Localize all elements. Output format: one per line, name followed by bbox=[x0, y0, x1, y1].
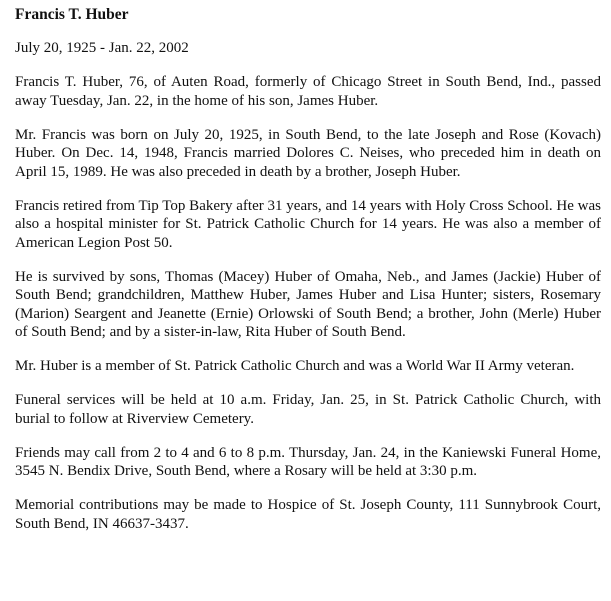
paragraph-funeral-services: Funeral services will be held at 10 a.m. Friday, Jan. 25, in St. Patrick Catholic Church, with burial to follow at Riverview Cemetery. bbox=[15, 392, 601, 427]
paragraph-career: Francis retired from Tip Top Bakery after 31 years, and 14 years with Holy Cross School. He was also a hospital minister for St. Patrick Catholic Church for 14 years. He was also a member of American Legion Post 50. bbox=[15, 197, 601, 251]
paragraph-membership: Mr. Huber is a member of St. Patrick Catholic Church and was a World War II Army veteran. bbox=[15, 358, 575, 374]
life-dates: July 20, 1925 - Jan. 22, 2002 bbox=[15, 40, 189, 56]
paragraph-survivors: He is survived by sons, Thomas (Macey) Huber of Omaha, Neb., and James (Jackie) Huber of South Bend; grandchildren, Matthew Huber, James Huber and Lisa Hunter; sisters, Rosemary (Marion) Seargent and Jeanette (Ernie) Orlowski of South Bend; a brother, John (Merle) Huber of South Bend; and by a sister-in-law, Rita Huber of South Bend. bbox=[15, 268, 601, 340]
paragraph-visitation: Friends may call from 2 to 4 and 6 to 8 p.m. Thursday, Jan. 24, in the Kaniewski Funeral Home, 3545 N. Bendix Drive, South Bend, where a Rosary will be held at 3:30 p.m. bbox=[15, 444, 601, 479]
paragraph-memorial-contributions: Memorial contributions may be made to Hospice of St. Joseph County, 111 Sunnybrook Court, South Bend, IN 46637-3437. bbox=[15, 497, 601, 532]
paragraph-birth-marriage: Mr. Francis was born on July 20, 1925, in South Bend, to the late Joseph and Rose (Kovach) Huber. On Dec. 14, 1948, Francis married Dolores C. Neises, who preceded him in death on April 15, 1989. He was also preceded in death by a brother, Joseph Huber. bbox=[15, 126, 601, 180]
paragraph-passing: Francis T. Huber, 76, of Auten Road, formerly of Chicago Street in South Bend, Ind., passed away Tuesday, Jan. 22, in the home of his son, James Huber. bbox=[15, 74, 601, 109]
obituary-title: Francis T. Huber bbox=[15, 6, 129, 23]
